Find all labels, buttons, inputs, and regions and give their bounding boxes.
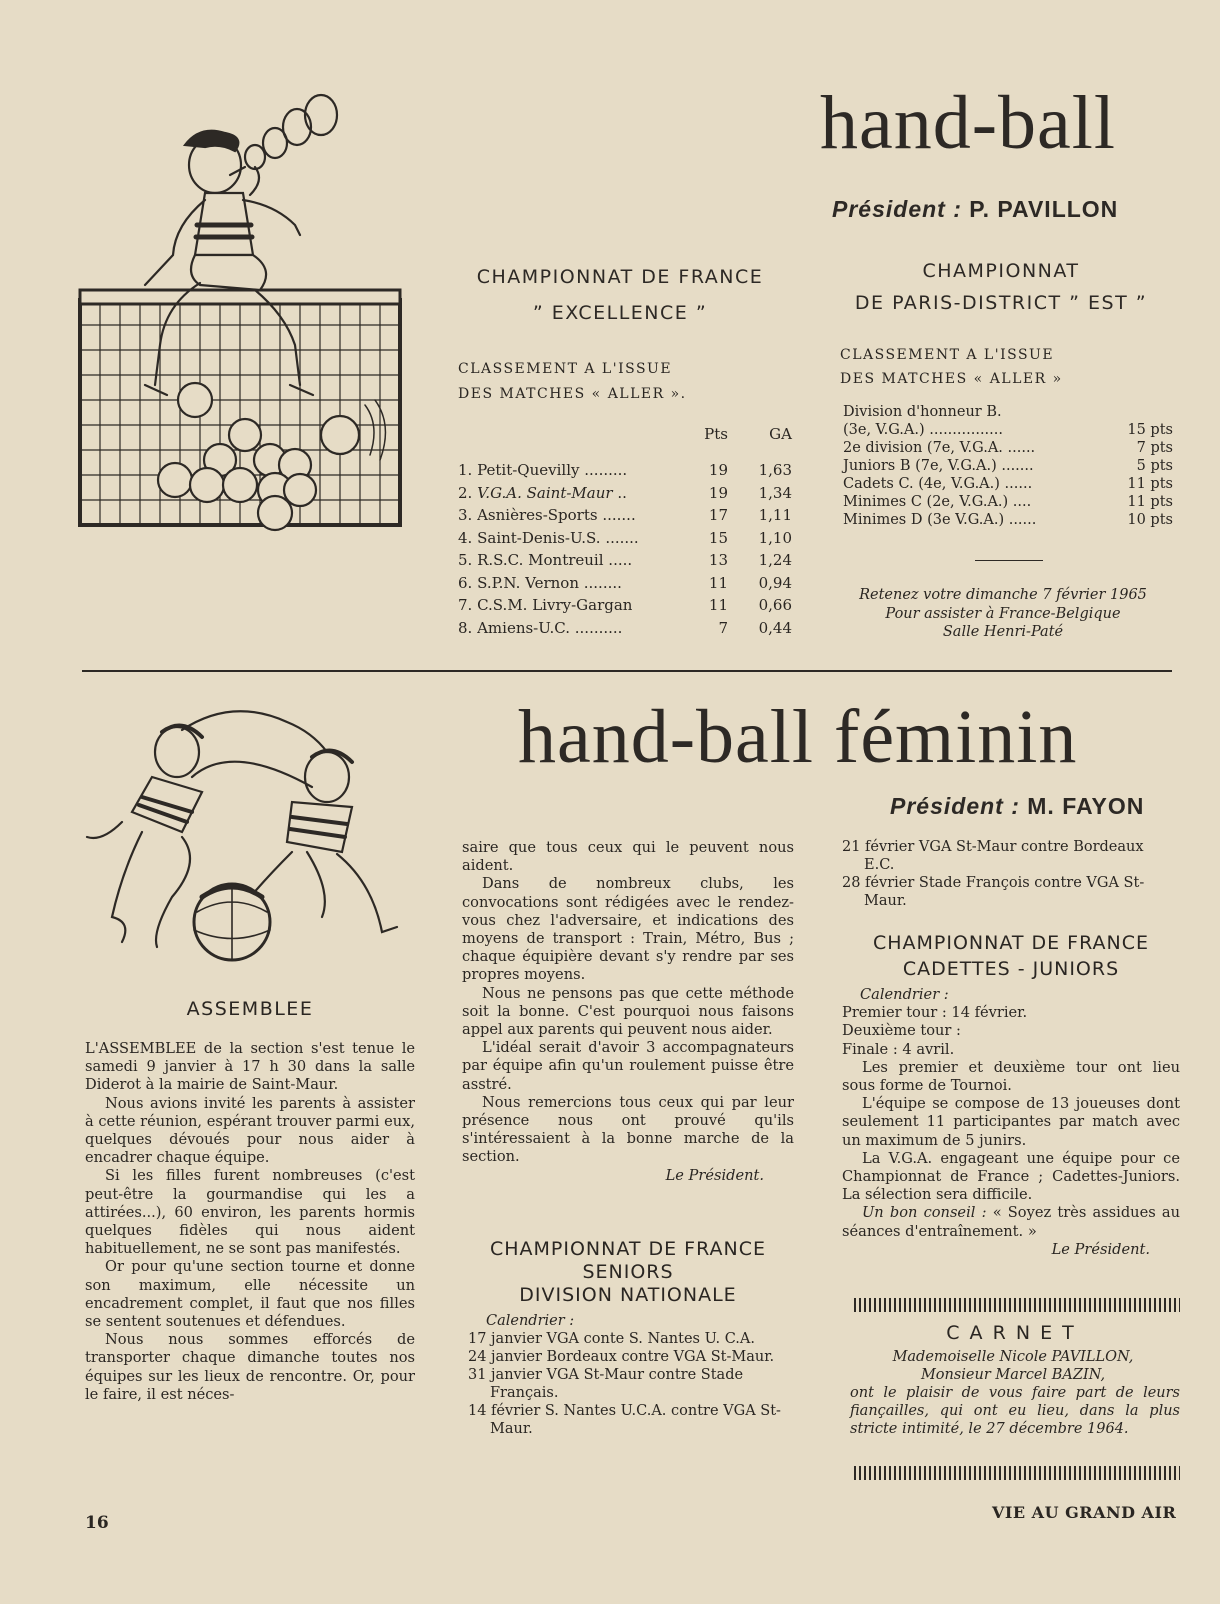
col-header-ga: GA: [769, 425, 792, 443]
section-title-handball: hand-ball: [820, 81, 1117, 165]
carnet-text: ont le plaisir de vous faire part de leurs fiançailles, qui ont eu lieu, dans la plus stricte intimité, le 27 décembre 1964.: [850, 1385, 1180, 1437]
match-item: 31 janvier VGA St-Maur contre Stade Français.: [468, 1367, 744, 1401]
table-header: [458, 425, 792, 459]
calendar-label: Calendrier :: [486, 1313, 575, 1329]
article-paragraph: saire que tous ceux qui le peuvent nous aident.: [462, 839, 794, 875]
match-item: 28 février Stade François contre VGA St-Maur.: [842, 875, 1145, 909]
points-cell: 11: [708, 573, 728, 592]
team-cell: [458, 527, 688, 550]
excellence-heading-line2: ” EXCELLENCE ”: [532, 302, 708, 324]
rank: 3.: [458, 506, 473, 525]
article-paragraph: Nous remercions tous ceux qui par leur présence nous ont prouvé qu'ils s'intéressaient à la bonne marche de la section.: [462, 1093, 794, 1166]
feminin-president: [890, 793, 1144, 820]
paris-row-label: Minimes C (2e, V.G.A.) ....: [843, 494, 1032, 510]
seniors-calendar: [468, 1312, 798, 1438]
article-paragraph: Nous ne pensons pas que cette méthode soit la bonne. C'est pourquoi nous faisons appel aux parents qui peuvent nous aider.: [462, 984, 794, 1039]
points-cell: 7: [718, 618, 728, 637]
paris-intro: [843, 403, 1173, 421]
paris-standings-row: [843, 511, 1173, 529]
standings-row: [458, 549, 792, 572]
ornament-rule: [854, 1466, 1180, 1480]
president-name: P. PAVILLON: [969, 196, 1119, 222]
cadettes-article: [842, 986, 1180, 1259]
team-cell: [458, 594, 688, 617]
paris-row-points: 7 pts: [1136, 440, 1173, 456]
rank: 5.: [458, 551, 473, 570]
carnet-names: [848, 1348, 1178, 1384]
tour-line: Deuxième tour :: [842, 1022, 961, 1040]
tour-line: Premier tour : 14 février.: [842, 1004, 1028, 1022]
section-title-handball-feminin: hand-ball féminin: [518, 695, 1078, 779]
paris-heading-line1: CHAMPIONNAT: [922, 260, 1080, 282]
paris-standings-row: [843, 457, 1173, 475]
leader-dots: .......: [597, 506, 636, 525]
cadettes-heading: [842, 930, 1180, 982]
rank: 1.: [458, 461, 473, 480]
excellence-standings-table: [458, 425, 792, 639]
assemblee-heading: ASSEMBLEE: [186, 998, 314, 1020]
classement-line: DES MATCHES « ALLER ».: [458, 386, 687, 402]
leader-dots: .......: [600, 528, 639, 547]
president-label: Président :: [890, 793, 1020, 819]
paris-row-label: Cadets C. (4e, V.G.A.) ......: [843, 476, 1033, 492]
match-item: 17 janvier VGA conte S. Nantes U. C.A.: [468, 1331, 755, 1347]
leader-dots: ..........: [570, 618, 623, 637]
note-line: Pour assister à France-Belgique: [885, 605, 1121, 622]
rank: 6.: [458, 573, 473, 592]
rank: 4.: [458, 528, 473, 547]
team-name: Petit-Quevilly: [477, 461, 580, 480]
paris-row-points: 11 pts: [1127, 476, 1173, 492]
article-paragraph: Les premier et deuxième tour ont lieu sous forme de Tournoi.: [842, 1058, 1180, 1095]
article-paragraph: L'idéal serait d'avoir 3 accompagnateurs par équipe afin qu'un roulement puisse être asstré.: [462, 1039, 794, 1093]
calendar-label: Calendrier :: [860, 986, 949, 1003]
excellence-heading: [450, 259, 790, 331]
paris-row-label: (3e, V.G.A.) ................: [843, 422, 1003, 438]
article-paragraph: Nous nous sommes efforcés de transporter chaque dimanche toutes nos équipes sur les lieux de rencontre. Or, pour le faire, il est néces-: [85, 1331, 415, 1403]
goal-average-cell: 0,66: [758, 596, 792, 615]
points-cell: 17: [708, 506, 728, 525]
section-divider: [82, 670, 1172, 672]
leader-dots: .....: [603, 551, 633, 570]
standings-row: [458, 617, 792, 640]
seniors-heading: [462, 1238, 794, 1307]
leader-dots: ..: [612, 483, 627, 502]
goalkeeper-illustration: [75, 85, 415, 535]
cadettes-heading-line1: CHAMPIONNAT DE FRANCE: [872, 932, 1150, 954]
paris-row-label: Juniors B (7e, V.G.A.) .......: [843, 458, 1034, 474]
match-item: 14 février S. Nantes U.C.A. contre VGA St-Maur.: [468, 1403, 781, 1437]
team-cell: [458, 482, 688, 505]
points-cell: 11: [708, 596, 728, 615]
paris-heading: [836, 255, 1166, 319]
paris-row-label: Minimes D (3e V.G.A.) ......: [843, 512, 1037, 528]
goal-average-cell: 1,10: [758, 528, 792, 547]
paris-row-points: 11 pts: [1127, 494, 1173, 510]
points-cell: 19: [708, 461, 728, 480]
article-paragraph: Dans de nombreux clubs, les convocations sont rédigées avec le rendez-vous chez l'adversaire, et indications des moyens de transport : Train, Métro, Bus ; chaque équipière devant s'y rendre par ses propres moyens.: [462, 875, 794, 984]
goal-average-cell: 0,44: [758, 618, 792, 637]
seniors-heading-line1: CHAMPIONNAT DE FRANCE: [489, 1238, 767, 1260]
president-label: Président :: [832, 196, 962, 222]
classement-line: CLASSEMENT A L'ISSUE: [840, 347, 1055, 363]
article-paragraph: Si les filles furent nombreuses (c'est peut-être la gourmandise qui les a attirées...), 60 environ, les parents hormis quelques fidèles qui nous aident habituellement, ne se sont pas manifestés.: [85, 1167, 415, 1258]
article-paragraph: Or pour qu'une section tourne et donne son maximum, elle nécessite un encadrement complet, il faut que nos filles se sentent soutenues et défendues.: [85, 1258, 415, 1331]
seniors-heading-line2: SENIORS: [582, 1261, 674, 1283]
col-header-pts: Pts: [704, 425, 728, 443]
paris-standings-row: [843, 493, 1173, 511]
paris-row-points: 10 pts: [1127, 512, 1173, 528]
team-cell: [458, 617, 688, 640]
goal-average-cell: 0,94: [758, 573, 792, 592]
team-name: Amiens-U.C.: [477, 618, 570, 637]
goal-average-cell: 1,34: [758, 483, 792, 502]
conseil-text: « Soyez très assidues au séances d'entraînement. »: [842, 1204, 1180, 1240]
conseil-label: Un bon conseil :: [862, 1204, 987, 1222]
cadettes-heading-line2: CADETTES - JUNIORS: [902, 958, 1120, 980]
classement-line: CLASSEMENT A L'ISSUE: [458, 361, 673, 377]
signature: Le Président.: [1051, 1240, 1150, 1258]
goal-average-cell: 1,63: [758, 461, 792, 480]
standings-row: [458, 459, 792, 482]
rank: 8.: [458, 618, 473, 637]
team-cell: [458, 549, 688, 572]
article-paragraph: [842, 1204, 1180, 1240]
team-name: Asnières-Sports: [477, 506, 598, 525]
points-cell: 13: [708, 551, 728, 570]
signature: Le Président.: [665, 1166, 764, 1184]
president-name: M. FAYON: [1027, 793, 1145, 819]
points-cell: 19: [708, 483, 728, 502]
paris-standings-row: [843, 439, 1173, 457]
assemblee-article: [85, 1040, 415, 1404]
paris-standings-row: [843, 475, 1173, 493]
paris-heading-line2: DE PARIS-DISTRICT ” EST ”: [854, 292, 1148, 314]
team-name: S.P.N. Vernon: [477, 573, 579, 592]
paris-row-label: 2e division (7e, V.G.A. ......: [843, 440, 1036, 456]
seniors-calendar-continued: [842, 838, 1172, 910]
leader-dots: ........: [578, 573, 622, 592]
leader-dots: .........: [579, 461, 628, 480]
paris-standings: [843, 403, 1173, 529]
excellence-classement: [458, 357, 687, 407]
standings-row: [458, 482, 792, 505]
standings-row: [458, 594, 792, 617]
team-cell: [458, 459, 688, 482]
goal-average-cell: 1,24: [758, 551, 792, 570]
ornament-rule: [854, 1298, 1180, 1312]
team-name: Saint-Denis-U.S.: [477, 528, 601, 547]
points-cell: 15: [708, 528, 728, 547]
paris-row-points: 5 pts: [1136, 458, 1173, 474]
standings-row: [458, 527, 792, 550]
tour-line: Finale : 4 avril.: [842, 1040, 955, 1058]
rank: 2.: [458, 483, 473, 502]
team-name: C.S.M. Livry-Gargan: [477, 596, 633, 615]
carnet-heading: C A R N E T: [946, 1322, 1076, 1344]
handball-president: [832, 196, 1118, 223]
article-paragraph: L'ASSEMBLEE de la section s'est tenue le samedi 9 janvier à 17 h 30 dans la salle Diderot à la mairie de Saint-Maur.: [85, 1040, 415, 1094]
note-line: Retenez votre dimanche 7 février 1965: [859, 587, 1147, 603]
match-item: 24 janvier Bordeaux contre VGA St-Maur.: [468, 1349, 775, 1365]
paris-standings-row: [843, 421, 1173, 439]
france-belgique-note: [838, 586, 1168, 642]
classement-line: DES MATCHES « ALLER »: [840, 371, 1063, 387]
magazine-name: VIE AU GRAND AIR: [992, 1503, 1177, 1522]
article-paragraph: L'équipe se compose de 13 joueuses dont seulement 11 participantes par match avec un maximum de 5 junirs.: [842, 1095, 1180, 1149]
rank: 7.: [458, 596, 473, 615]
article-continued: [462, 839, 794, 1185]
article-paragraph: La V.G.A. engageant une équipe pour ce Championnat de France ; Cadettes-Juniors. La sélection sera difficile.: [842, 1149, 1180, 1204]
carnet-name: Mademoiselle Nicole PAVILLON,: [892, 1349, 1134, 1365]
paris-row-points: 15 pts: [1127, 422, 1173, 438]
page-number: 16: [85, 1513, 109, 1533]
seniors-heading-line3: DIVISION NATIONALE: [519, 1284, 737, 1306]
paris-classement: [840, 343, 1063, 391]
match-item: 21 février VGA St-Maur contre Bordeaux E.C.: [842, 839, 1144, 873]
goal-average-cell: 1,11: [758, 506, 792, 525]
standings-row: [458, 504, 792, 527]
note-line: Salle Henri-Paté: [942, 624, 1064, 640]
team-name: V.G.A. Saint-Maur: [477, 483, 613, 502]
team-name: R.S.C. Montreuil: [477, 551, 604, 570]
two-players-illustration: [82, 702, 417, 992]
carnet-name: Monsieur Marcel BAZIN,: [920, 1367, 1106, 1383]
paris-intro-label: Division d'honneur B.: [843, 404, 1002, 420]
article-paragraph: Nous avions invité les parents à assister à cette réunion, espérant trouver parmi eux, quelques dévoués pour nous aider à encadrer chaque équipe.: [85, 1094, 415, 1167]
team-cell: [458, 504, 688, 527]
divider: [975, 560, 1043, 561]
excellence-heading-line1: CHAMPIONNAT DE FRANCE: [476, 266, 764, 288]
team-cell: [458, 572, 688, 595]
standings-row: [458, 572, 792, 595]
